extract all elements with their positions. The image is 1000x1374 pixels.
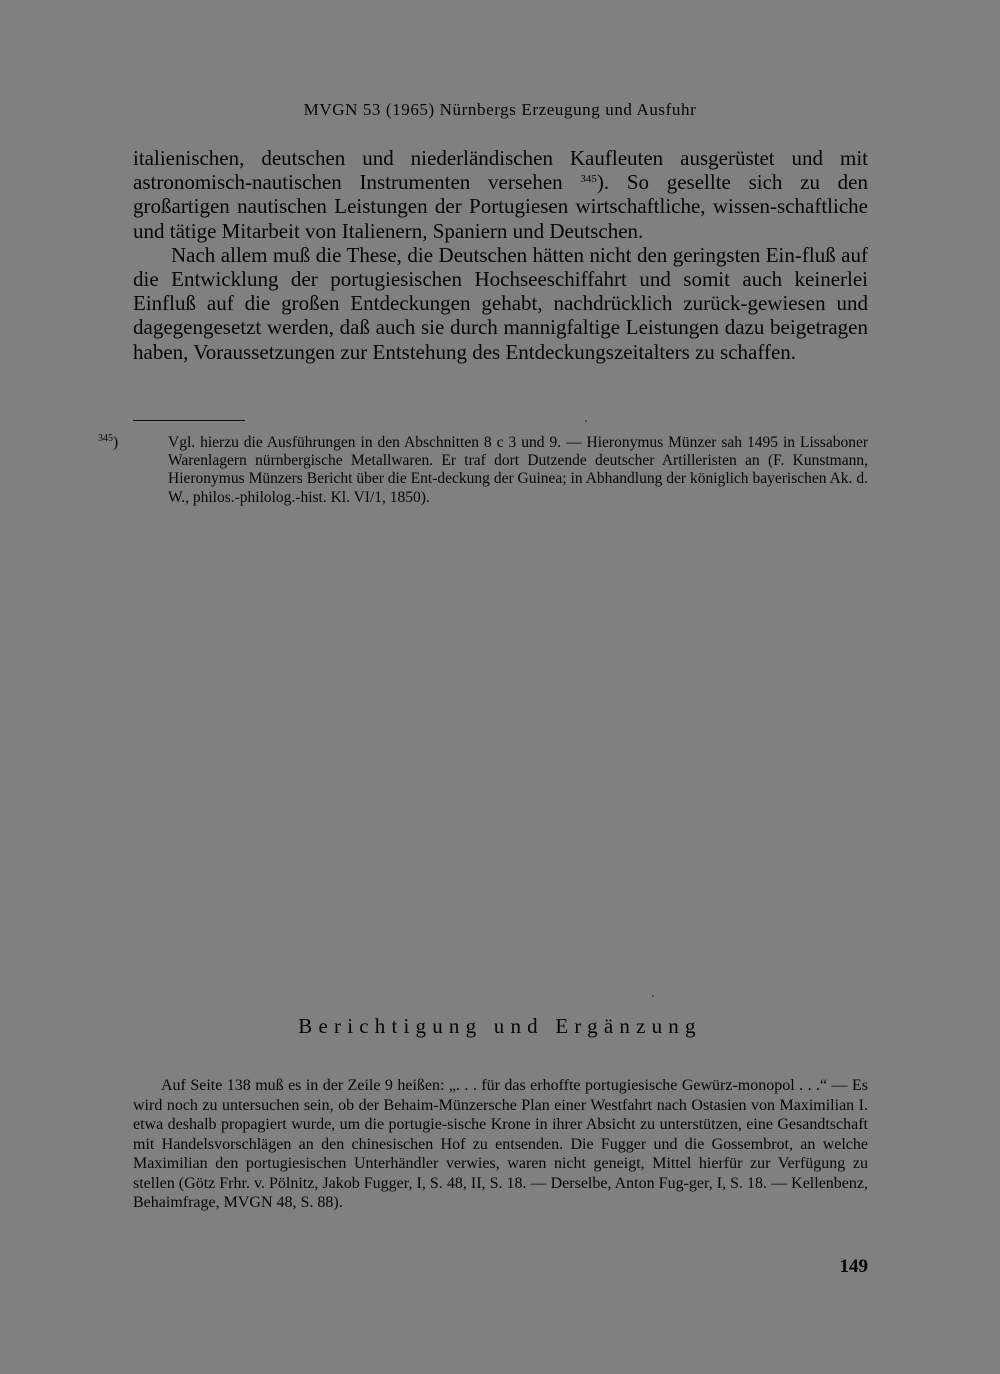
correction-paragraph: Auf Seite 138 muß es in der Zeile 9 heißen: „. . . für das erhoffte portugiesische Gewürz-monopol . . .“ — Es wird noch zu untersuchen sein, ob der Behaim-Münzersche Plan einer Westfahrt nach Ostasien von Maximilian I. etwa deshalb propagiert wurde, um die portugie-sische Krone in ihrer Absicht zu unterstützen, eine Gesandtschaft mit Handelsvorschlägen an den chinesischen Hof zu entsenden. Die Fugger und die Gossembrot, an welche Maximilian den portugiesischen Unterhändler verwies, waren nicht geneigt, Mittel hierfür zur Verfügung zu stellen (Götz Frhr. v. Pölnitz, Jakob Fugger, I, S. 48, II, S. 18. — Derselbe, Anton Fug-ger, I, S. 18. — Kellenbenz, Behaimfrage, MVGN 48, S. 88). — [133, 1077, 868, 1211]
scan-speck — [652, 995, 654, 997]
page-number: 149 — [839, 1256, 868, 1277]
footnote-number: 345 — [98, 433, 113, 444]
paragraph-1 — [133, 146, 868, 243]
running-head: MVGN 53 (1965) Nürnbergs Erzeugung und Ausfuhr — [303, 100, 697, 119]
footnote — [98, 433, 868, 507]
paragraph-2: Nach allem muß die These, die Deutschen hätten nicht den geringsten Ein-fluß auf die Entwicklung der portugiesischen Hochseeschiffahrt und somit auch keinerlei Einfluß auf die großen Entdeckungen gehabt, nachdrücklich zurück-gewiesen und dagegengesetzt werden, daß auch sie durch mannigfaltige Leistungen dazu beigetragen haben, Voraussetzungen zur Entstehung des Entdeckungszeitalters zu schaffen. — [133, 242, 868, 364]
footnote-body — [98, 433, 868, 507]
correction-section — [133, 1076, 868, 1213]
footnote-marker — [98, 433, 168, 452]
section-heading: Berichtigung und Ergänzung — [298, 1014, 702, 1038]
footnote-text: Vgl. hierzu die Ausführungen in den Abschnitten 8 c 3 und 9. — Hieronymus Münzer sah 1495 in Lissaboner Warenlagern nürnbergische Metallwaren. Er traf dort Dutzende deutscher Artilleristen an (F. Kunstmann, Hieronymus Münzers Bericht über die Ent-deckung der Guinea; in Abhandlung der königlich bayerischen Ak. d. W., philos.-philolog.-hist. Kl. VI/1, 1850). — [168, 434, 868, 506]
paragraph-1-text-a: italienischen, deutschen und niederländischen Kaufleuten ausgerüstet und mit astronomisch-nautischen Instrumenten versehen — [133, 146, 868, 195]
scan-speck — [585, 420, 587, 422]
main-text — [133, 146, 868, 364]
footnote-divider — [133, 420, 245, 421]
footnote-paren: ) — [113, 434, 119, 451]
paragraph-1-text-b: ). So gesellte sich zu den großartigen nautischen Leistungen der Portugiesen wirtschaftliche, wissen-schaftliche und tätige Mitarbeit von Italienern, Spaniern und Deutschen. — [133, 170, 868, 243]
footnote-reference: 345 — [580, 173, 597, 186]
